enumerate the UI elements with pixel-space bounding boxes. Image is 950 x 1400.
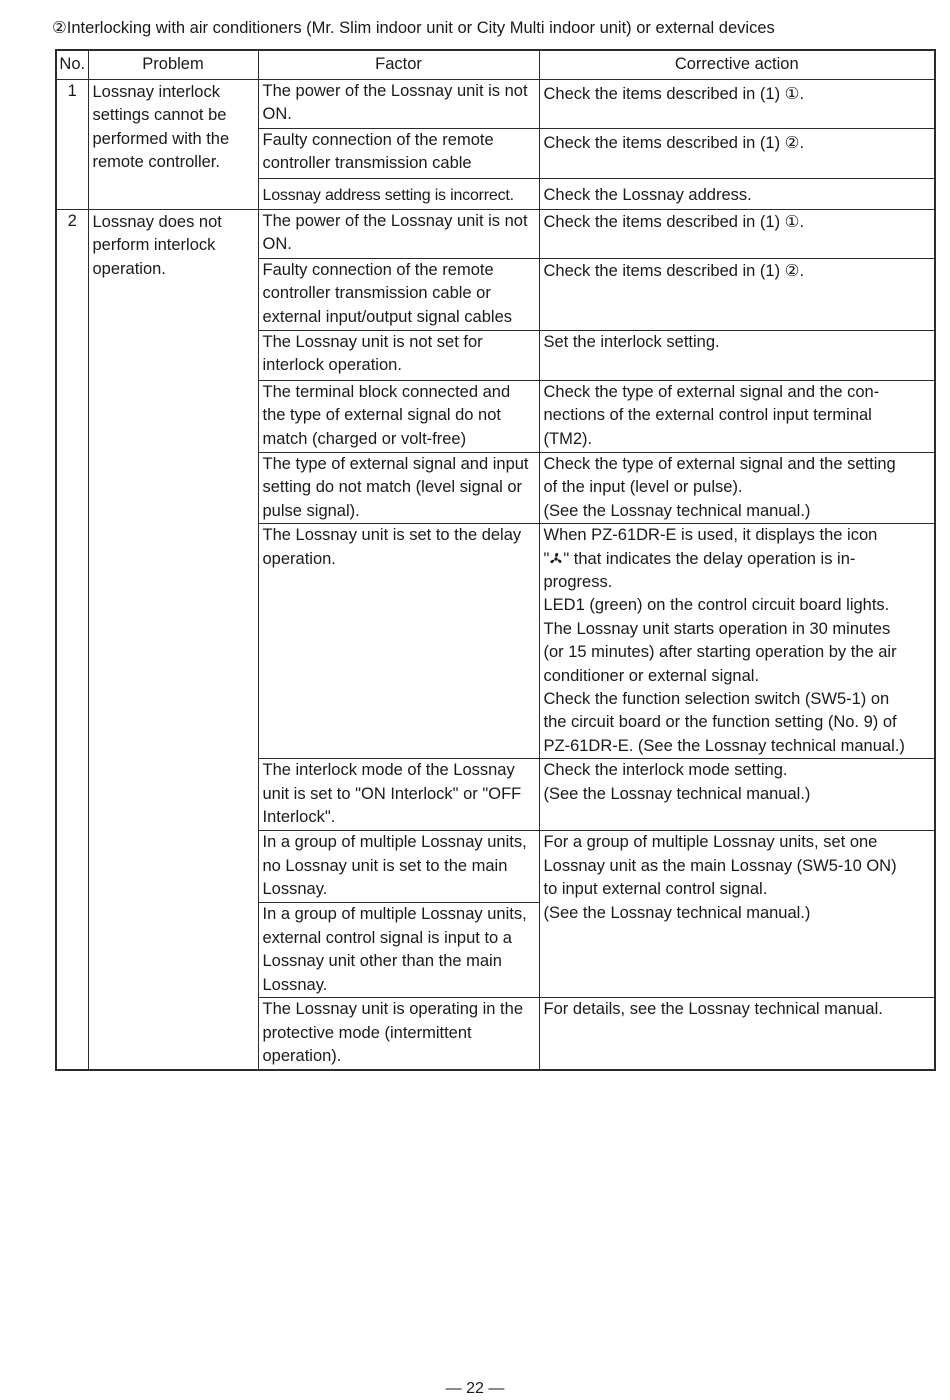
action-cell: Set the interlock setting. xyxy=(539,331,935,381)
factor-cell: The Lossnay unit is operating in the protective mode (intermittent operation). xyxy=(258,998,539,1070)
action-cell: Check the items described in (1) ①. xyxy=(539,80,935,129)
table-row xyxy=(56,210,935,259)
page-number: — 22 — xyxy=(445,1380,505,1397)
factor-cell: The type of external signal and input setting do not match (level signal or pulse signal). xyxy=(258,453,539,524)
action-cell: Check the type of external signal and the con- nections of the external control input terminal (TM2). xyxy=(539,381,935,453)
action-text-pre: When PZ-61DR-E is used, it displays the icon " xyxy=(543,526,878,568)
factor-cell: The Lossnay unit is not set for interlock operation. xyxy=(258,331,539,381)
header-no: No. xyxy=(56,50,88,80)
header-problem: Problem xyxy=(88,50,258,80)
problem-text: Lossnay interlock settings cannot be performed with the remote controller. xyxy=(88,80,258,210)
factor-cell: Faulty connection of the remote controller transmission cable xyxy=(258,129,539,179)
action-cell: Check the items described in (1) ②. xyxy=(539,259,935,331)
action-cell xyxy=(539,524,935,759)
factor-cell: In a group of multiple Lossnay units, no Lossnay unit is set to the main Lossnay. xyxy=(258,831,539,903)
fan-icon xyxy=(549,552,563,566)
factor-cell: The power of the Lossnay unit is not ON. xyxy=(258,80,539,129)
factor-cell: The terminal block connected and the type of external signal do not match (charged or volt-free) xyxy=(258,381,539,453)
troubleshooting-table xyxy=(55,49,936,1071)
action-text-post: " that indicates the delay operation is in- progress. LED1 (green) on the control circuit board lights. The Lossnay unit starts operation in 30 minutes (or 15 minutes) after starting operation by the air conditioner or external signal. Check the function selection switch (SW5-1) on the circuit board or the function setting (No. 9) of PZ-61DR-E. (See the Lossnay technical manual.) xyxy=(543,549,905,755)
action-cell: Check the Lossnay address. xyxy=(539,179,935,210)
action-cell: Check the type of external signal and the setting of the input (level or pulse). (See the Lossnay technical manual.) xyxy=(539,453,935,524)
factor-cell: Lossnay address setting is incorrect. xyxy=(258,179,539,210)
factor-cell: In a group of multiple Lossnay units, external control signal is input to a Lossnay unit other than the main Lossnay. xyxy=(258,903,539,998)
header-factor: Factor xyxy=(258,50,539,80)
action-cell: Check the interlock mode setting. (See the Lossnay technical manual.) xyxy=(539,759,935,831)
factor-cell: The interlock mode of the Lossnay unit is set to "ON Interlock" or "OFF Interlock". xyxy=(258,759,539,831)
action-cell: Check the items described in (1) ②. xyxy=(539,129,935,179)
action-cell: For a group of multiple Lossnay units, set one Lossnay unit as the main Lossnay (SW5-10 ON) to input external control signal. (See the Lossnay technical manual.) xyxy=(539,831,935,998)
problem-number: 1 xyxy=(56,80,88,210)
problem-text: Lossnay does not perform interlock operation. xyxy=(88,210,258,1070)
action-cell: For details, see the Lossnay technical manual. xyxy=(539,998,935,1070)
factor-cell: The power of the Lossnay unit is not ON. xyxy=(258,210,539,259)
problem-number: 2 xyxy=(56,210,88,1070)
table-row xyxy=(56,80,935,129)
action-cell: Check the items described in (1) ①. xyxy=(539,210,935,259)
factor-cell: The Lossnay unit is set to the delay operation. xyxy=(258,524,539,759)
table-header-row xyxy=(56,50,935,80)
factor-cell: Faulty connection of the remote controller transmission cable or external input/output signal cables xyxy=(258,259,539,331)
header-action: Corrective action xyxy=(539,50,935,80)
section-heading: ②Interlocking with air conditioners (Mr. Slim indoor unit or City Multi indoor unit) or external devices xyxy=(52,19,775,37)
